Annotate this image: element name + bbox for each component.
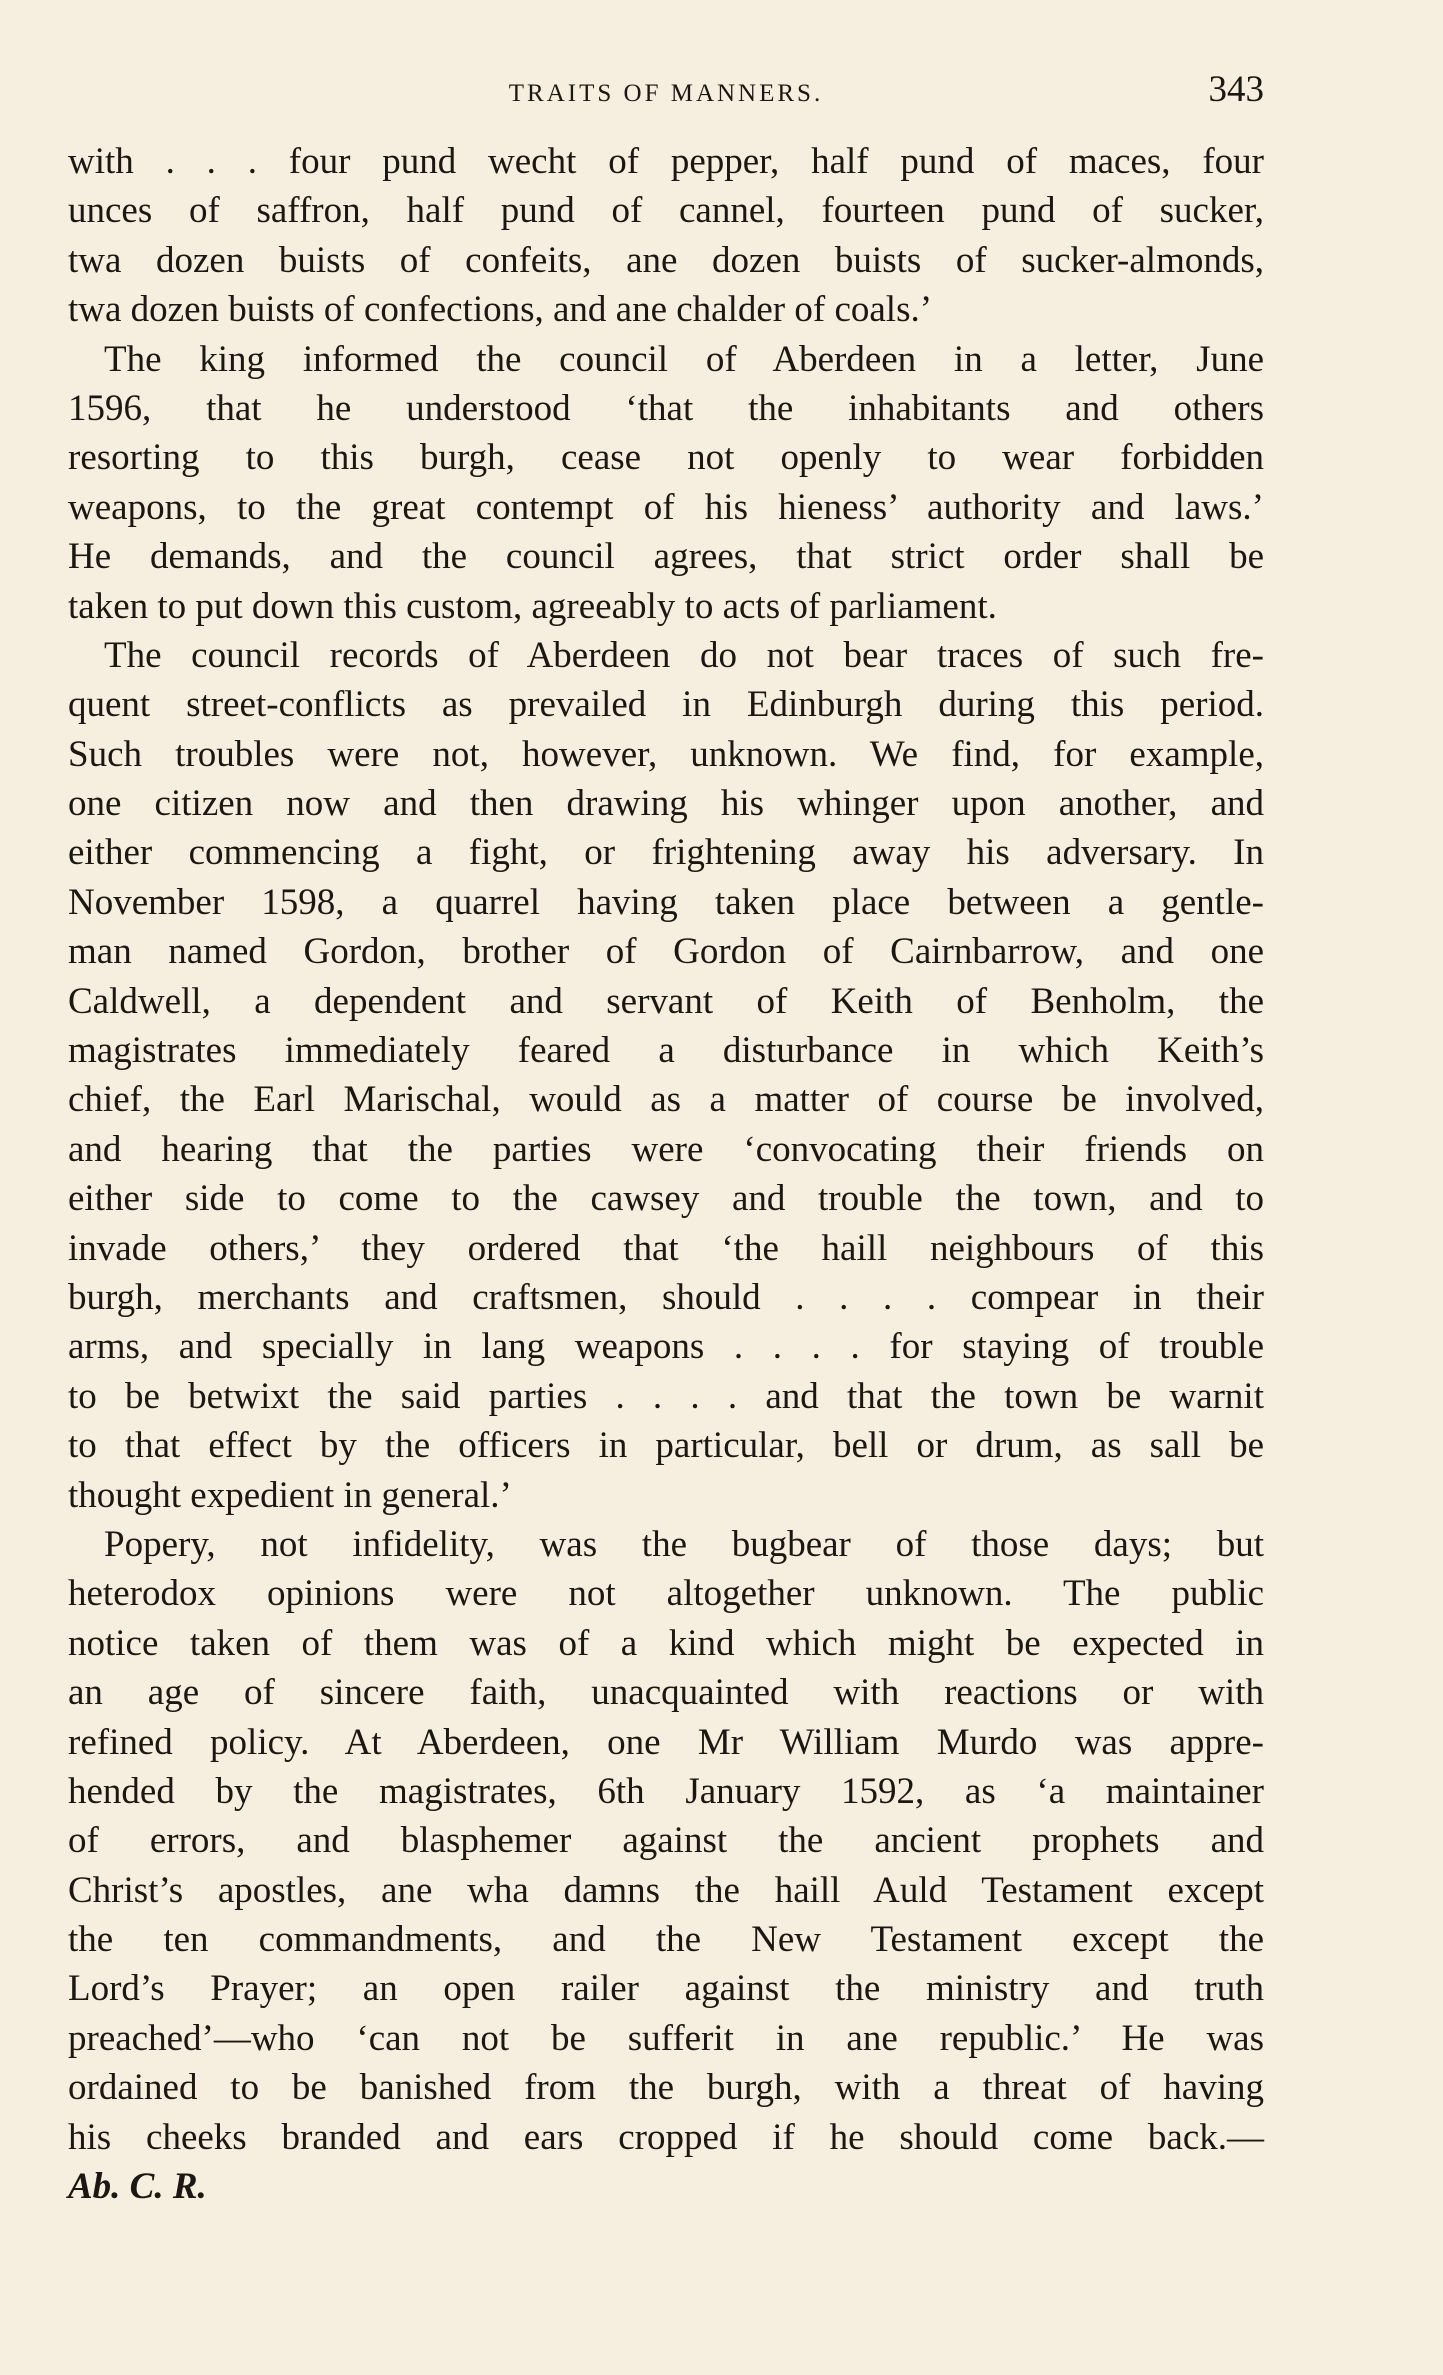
text-line: preached’—who ‘can not be sufferit in ane republic.’ He was (68, 2017, 1264, 2059)
text-line: hended by the magistrates, 6th January 1592, as ‘a maintainer (68, 1770, 1264, 1812)
text-line: heterodox opinions were not altogether unknown. The public (68, 1573, 1264, 1615)
text-line: thought expedient in general.’ (68, 1474, 512, 1516)
text-line: man named Gordon, brother of Gordon of Cairnbarrow, and one (68, 931, 1264, 973)
text-line: his cheeks branded and ears cropped if he should come back.— (68, 2116, 1264, 2158)
text-line: ordained to be banished from the burgh, with a threat of having (68, 2067, 1264, 2109)
text-line: Caldwell, a dependent and servant of Keith of Benholm, the (68, 980, 1264, 1022)
text-line: to that effect by the officers in particular, bell or drum, as sall be (68, 1425, 1264, 1467)
text-line: resorting to this burgh, cease not openly to wear forbidden (68, 437, 1264, 479)
text-line: one citizen now and then drawing his whinger upon another, and (68, 783, 1264, 825)
text-line: quent street-conflicts as prevailed in Edinburgh during this period. (68, 684, 1264, 726)
text-line: burgh, merchants and craftsmen, should . . . . compear in their (68, 1276, 1264, 1318)
running-title: TRAITS OF MANNERS. (508, 80, 824, 107)
text-line: with . . . four pund wecht of pepper, half pund of maces, four (68, 141, 1264, 182)
text-line: 1596, that he understood ‘that the inhabitants and others (68, 387, 1264, 429)
text-line: of errors, and blasphemer against the ancient prophets and (68, 1820, 1264, 1862)
text-line: weapons, to the great contempt of his hieness’ authority and laws.’ (68, 486, 1264, 528)
text-line: notice taken of them was of a kind which might be expected in (68, 1622, 1264, 1664)
text-line: Christ’s apostles, ane wha damns the haill Auld Testament except (68, 1869, 1264, 1911)
text-line: arms, and specially in lang weapons . . . . for staying of trouble (68, 1326, 1264, 1368)
text-line: Such troubles were not, however, unknown. We find, for example, (68, 733, 1264, 775)
text-line: twa dozen buists of confeits, ane dozen buists of sucker-almonds, (68, 239, 1264, 281)
text-line: Lord’s Prayer; an open railer against the ministry and truth (68, 1968, 1264, 2010)
paragraph-start-line: Popery, not infidelity, was the bugbear of those days; but (104, 1523, 1264, 1565)
text-line: an age of sincere faith, unacquainted with reactions or with (68, 1672, 1264, 1714)
text-line: magistrates immediately feared a disturbance in which Keith’s (68, 1030, 1264, 1072)
text-line: He demands, and the council agrees, that strict order shall be (68, 536, 1264, 578)
text-line: to be betwixt the said parties . . . . and that the town be warnit (68, 1375, 1264, 1417)
text-line: unces of saffron, half pund of cannel, fourteen pund of sucker, (68, 190, 1264, 232)
page-number: 343 (1208, 69, 1264, 110)
text-line: the ten commandments, and the New Testament except the (68, 1919, 1264, 1961)
text-line: and hearing that the parties were ‘convocating their friends on (68, 1128, 1264, 1170)
text-line: November 1598, a quarrel having taken place between a gentle- (68, 881, 1264, 923)
text-line: invade others,’ they ordered that ‘the haill neighbours of this (68, 1227, 1264, 1269)
paragraph-start-line: The king informed the council of Aberdeen in a letter, June (104, 338, 1264, 380)
text-line: either side to come to the cawsey and trouble the town, and to (68, 1178, 1264, 1220)
text-line: either commencing a fight, or frightening away his adversary. In (68, 832, 1264, 874)
text-line: chief, the Earl Marischal, would as a matter of course be involved, (68, 1079, 1264, 1121)
text-line: twa dozen buists of confections, and ane chalder of coals.’ (68, 289, 933, 331)
body-text (68, 137, 1264, 2211)
text-line: refined policy. At Aberdeen, one Mr William Murdo was appre- (68, 1721, 1264, 1763)
text-line: taken to put down this custom, agreeably to acts of parliament. (68, 585, 997, 627)
source-citation: Ab. C. R. (68, 2166, 207, 2208)
paragraph-start-line: The council records of Aberdeen do not bear traces of such fre- (104, 634, 1264, 676)
running-head (68, 68, 1264, 118)
